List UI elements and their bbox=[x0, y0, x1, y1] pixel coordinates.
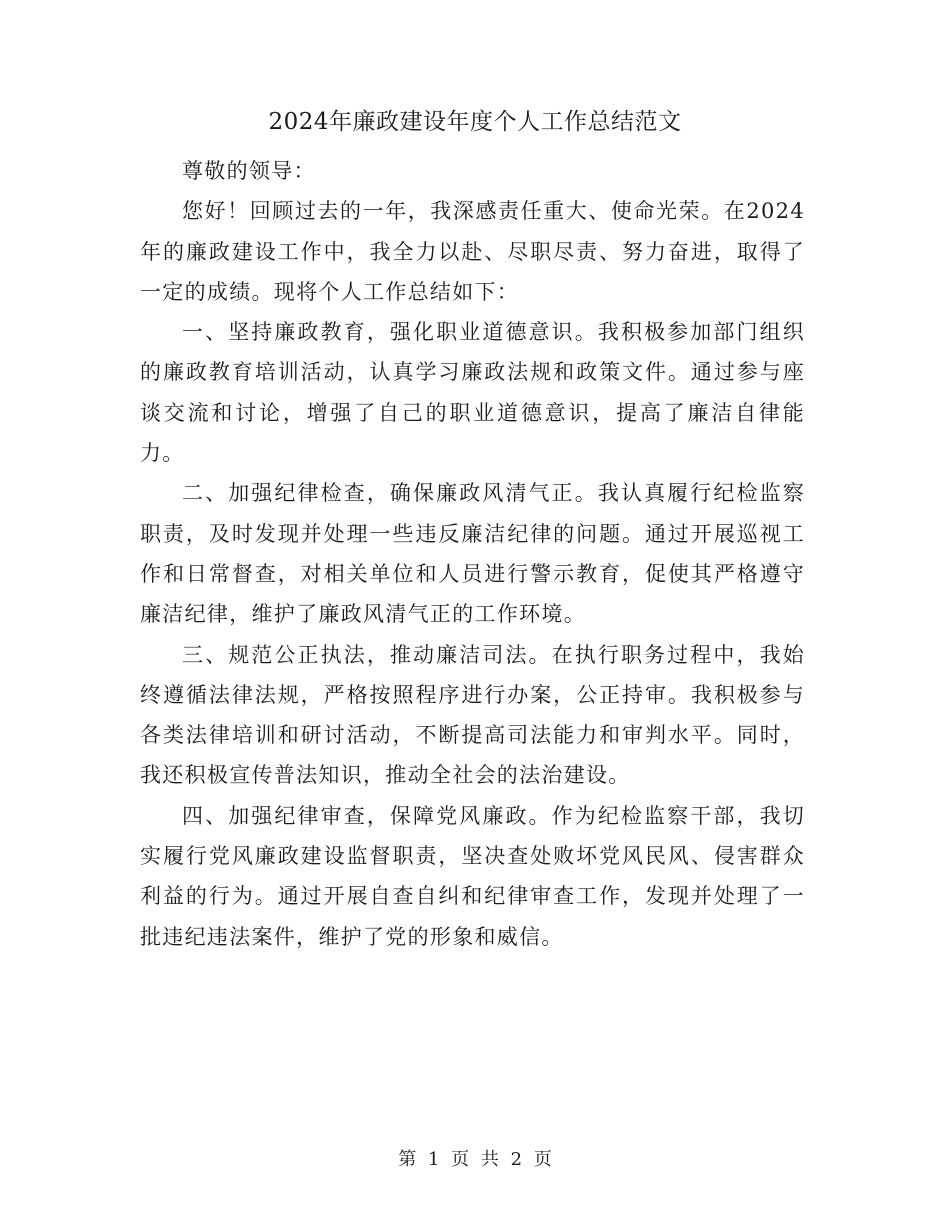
document-body bbox=[140, 151, 805, 957]
salutation: 尊敬的领导： bbox=[182, 159, 316, 183]
document-title: 2024年廉政建设年度个人工作总结范文 bbox=[268, 109, 682, 135]
paragraph-section-3: 三、规范公正执法，推动廉洁司法。在执行职务过程中，我始终遵循法律法规，严格按照程序进行办案，公正持审。我积极参与各类法律培训和研讨活动，不断提高司法能力和审判水平。同时，我还积极宣传普法知识，推动全社会的法治建设。 bbox=[140, 642, 805, 788]
paragraph-section-1: 一、坚持廉政教育，强化职业道德意识。我积极参加部门组织的廉政教育培训活动，认真学习廉政法规和政策文件。通过参与座谈交流和讨论，增强了自己的职业道德意识，提高了廉洁自律能力。 bbox=[140, 320, 805, 466]
page-number-footer: 第 1 页 共 2 页 bbox=[398, 1149, 552, 1170]
paragraph-section-2: 二、加强纪律检查，确保廉政风清气正。我认真履行纪检监察职责，及时发现并处理一些违反廉洁纪律的问题。通过开展巡视工作和日常督查，对相关单位和人员进行警示教育，促使其严格遵守廉洁纪律，维护了廉政风清气正的工作环境。 bbox=[140, 481, 805, 627]
paragraph-opening: 您好！回顾过去的一年，我深感责任重大、使命光荣。在2024年的廉政建设工作中，我全力以赴、尽职尽责、努力奋进，取得了一定的成绩。现将个人工作总结如下： bbox=[140, 199, 805, 304]
paragraph-section-4: 四、加强纪律审查，保障党风廉政。作为纪检监察干部，我切实履行党风廉政建设监督职责，坚决查处败坏党风民风、侵害群众利益的行为。通过开展自查自纠和纪律审查工作，发现并处理了一批违纪违法案件，维护了党的形象和威信。 bbox=[140, 803, 805, 949]
